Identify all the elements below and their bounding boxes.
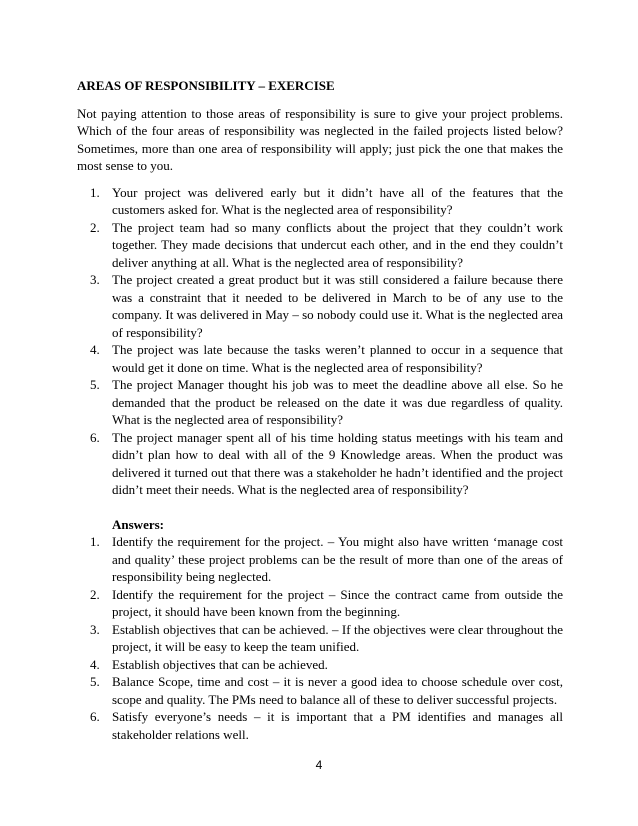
- list-item: [77, 621, 563, 656]
- item-text: The project created a great product but it was still considered a failure because there was a constraint that it needed to be delivered in March to be of any use to the company. It was delivered in May – so nobody could use it. What is the neglected area of responsibility?: [112, 272, 563, 340]
- list-item: [77, 271, 563, 341]
- item-text: The project team had so many conflicts about the project that they couldn’t work together. They made decisions that undercut each other, and in the end they couldn’t deliver anything at all. What is the neglected area of responsibility?: [112, 219, 563, 270]
- questions-list: [77, 184, 563, 499]
- list-item: [77, 533, 563, 586]
- item-text: Identify the requirement for the project. – You might also have written ‘manage cost and quality’ these project problems can be the result of more than one of the areas of responsibility being neglected.: [112, 534, 563, 584]
- list-item: [77, 429, 563, 499]
- item-text: Identify the requirement for the project – Since the contract came from outside the project, it should have been known from the beginning.: [112, 586, 563, 619]
- item-text: Establish objectives that can be achieved.: [112, 656, 328, 672]
- list-item: [77, 376, 563, 429]
- list-item: [77, 673, 563, 708]
- item-text: The project Manager thought his job was to meet the deadline above all else. So he demanded that the product be released on the date it was due regardless of quality. What is the neglected area of responsibility?: [112, 377, 563, 427]
- list-item: [77, 341, 563, 376]
- list-item: [77, 656, 563, 674]
- page-title: AREAS OF RESPONSIBILITY – EXERCISE: [77, 78, 335, 93]
- item-number: 1.: [90, 534, 100, 549]
- item-text: The project was late because the tasks weren’t planned to occur in a sequence that would get it done on time. What is the neglected area of responsibility?: [112, 342, 563, 375]
- page-content: [77, 77, 563, 743]
- item-text: The project manager spent all of his time holding status meetings with his team and didn’t plan how to deal with all of the 9 Knowledge areas. When the product was delivered it turned out that there was a stakeholder he hadn’t identified and the project didn’t meet their needs. What is the neglected area of responsibility?: [112, 429, 563, 497]
- answers-heading: Answers:: [112, 516, 164, 532]
- list-item: [77, 184, 563, 219]
- item-number: 4.: [90, 656, 100, 672]
- item-number: 1.: [90, 184, 100, 200]
- list-item: [77, 219, 563, 272]
- item-number: 2.: [90, 586, 100, 602]
- item-number: 3.: [90, 621, 100, 637]
- intro-paragraph: Not paying attention to those areas of responsibility is sure to give your project problems. Which of the four areas of responsibility was neglected in the failed projects listed below? Sometimes, more than one area of responsibility will apply; just pick the one that makes the most sense to you.: [77, 105, 563, 173]
- answers-list: [77, 533, 563, 743]
- list-item: [77, 708, 563, 743]
- item-number: 6.: [90, 429, 100, 445]
- item-text: Establish objectives that can be achieved. – If the objectives were clear throughout the project, it will be easy to keep the team unified.: [112, 621, 563, 654]
- item-number: 3.: [90, 272, 100, 287]
- item-number: 2.: [90, 219, 100, 235]
- list-item: [77, 586, 563, 621]
- item-number: 5.: [90, 377, 100, 392]
- item-text: Balance Scope, time and cost – it is never a good idea to choose schedule over cost, scope and quality. The PMs need to balance all of these to deliver successful projects.: [112, 674, 563, 707]
- page-number: 4: [315, 758, 323, 772]
- item-text: Your project was delivered early but it didn’t have all of the features that the customers asked for. What is the neglected area of responsibility?: [112, 184, 563, 217]
- item-number: 4.: [90, 342, 100, 357]
- item-number: 5.: [90, 674, 100, 689]
- item-number: 6.: [90, 709, 100, 724]
- item-text: Satisfy everyone’s needs – it is important that a PM identifies and manages all stakeholder relations well.: [112, 709, 563, 742]
